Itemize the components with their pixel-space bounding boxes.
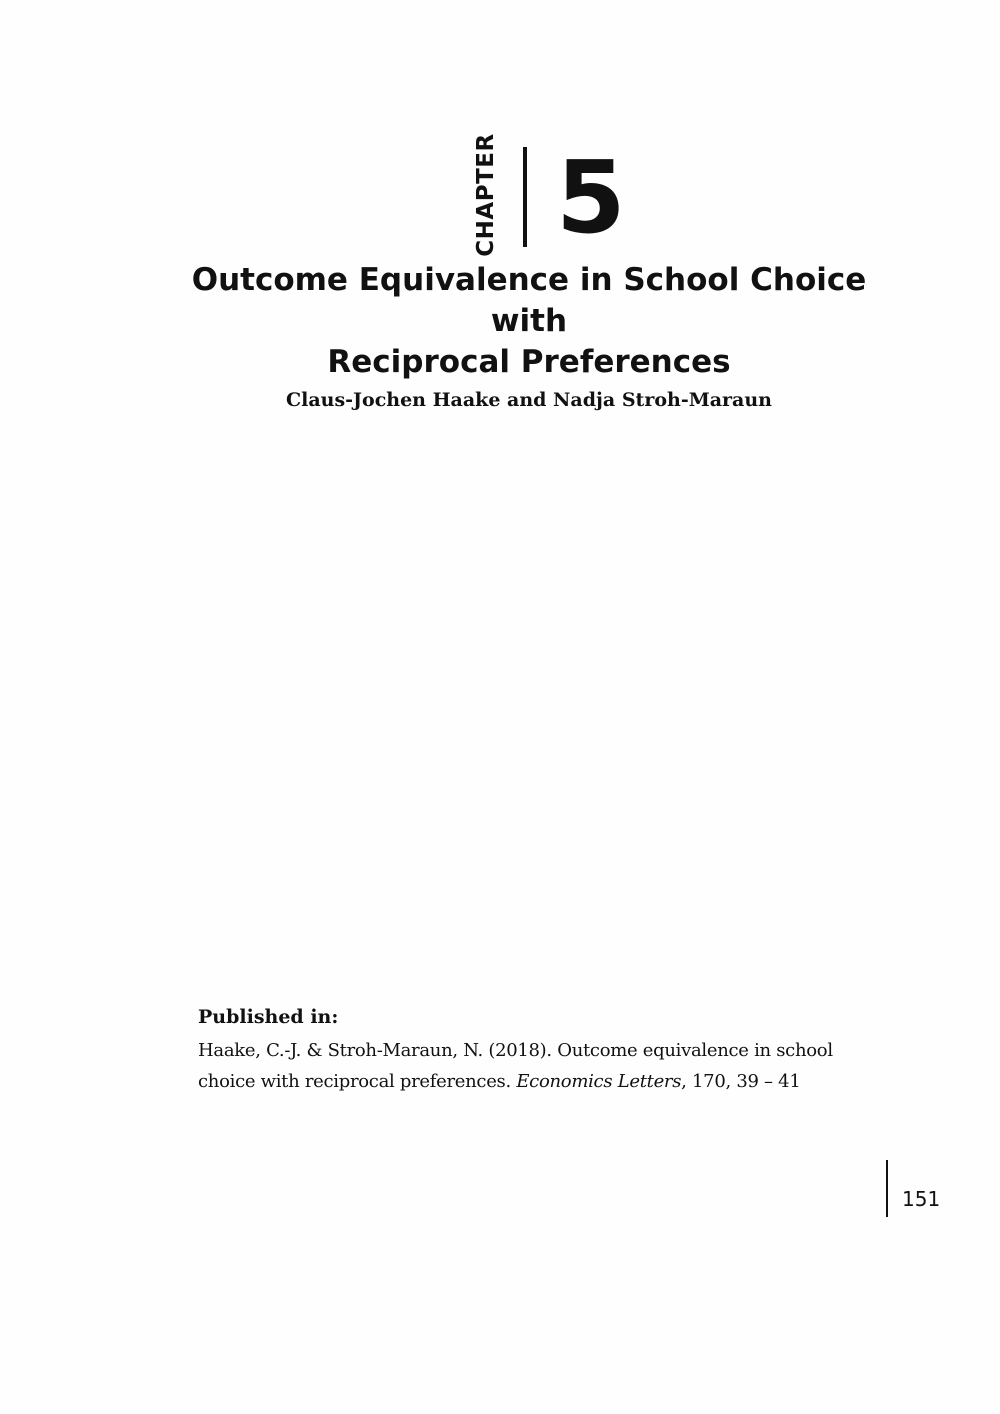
page-number-divider (886, 1160, 888, 1217)
chapter-title-line-1: Outcome Equivalence in School Choice with (191, 262, 867, 339)
citation-volume-pages: , 170, 39 – 41 (681, 1071, 801, 1092)
published-in-label: Published in: (198, 1006, 339, 1028)
journal-name: Economics Letters (516, 1071, 682, 1092)
authors: Claus-Jochen Haake and Nadja Stroh-Maraun (285, 389, 772, 411)
publication-citation (198, 1035, 878, 1097)
chapter-title (150, 260, 908, 383)
page-number: 151 (902, 1187, 941, 1211)
chapter-title-line-2: Reciprocal Preferences (327, 344, 731, 380)
chapter-divider (523, 147, 527, 247)
citation-text: Haake, C.-J. & Stroh-Maraun, N. (2018). Outcome equivalence in school choice with reciprocal preferences. (198, 1040, 833, 1092)
chapter-number: 5 (556, 139, 626, 256)
chapter-label (468, 132, 504, 258)
chapter-label-text: CHAPTER (473, 133, 499, 257)
